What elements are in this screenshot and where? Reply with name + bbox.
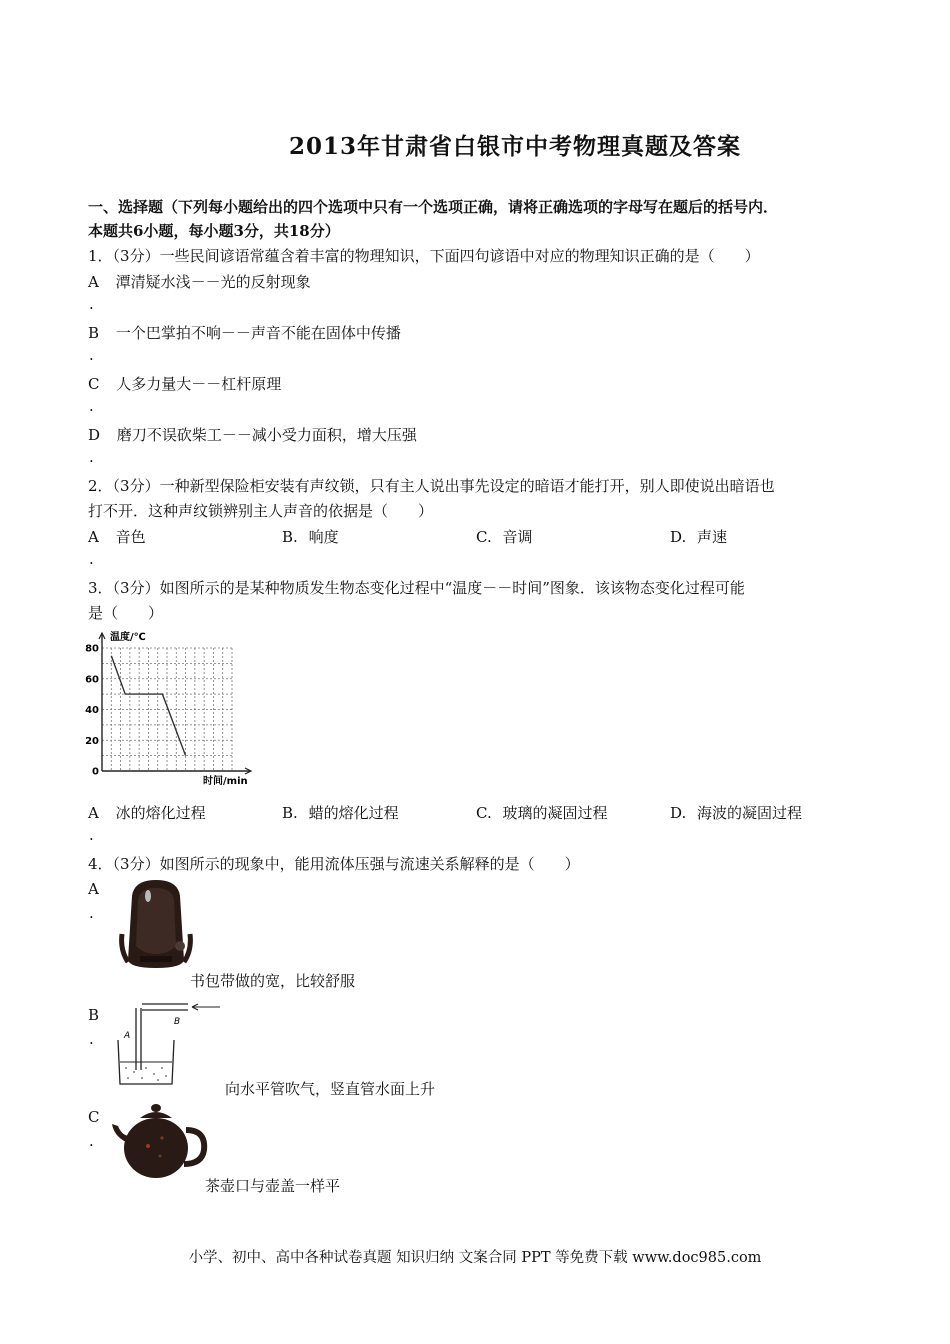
option-text: 音色 <box>115 528 146 546</box>
q4-option-b-caption: 向水平管吹气，竖直管水面上升 <box>225 1080 436 1098</box>
q4-option-b-letter: B <box>88 1006 100 1024</box>
q1-option-a <box>88 271 311 292</box>
q1-option-d <box>88 424 417 445</box>
q2-stem-line2: 打不开．这种声纹锁辨别主人声音的依据是（ ） <box>88 502 434 520</box>
option-text: 响度 <box>308 528 339 546</box>
option-dot: . <box>89 826 94 844</box>
chart-grid <box>102 648 232 771</box>
option-dot: . <box>89 1030 94 1048</box>
q3-option-a <box>88 802 206 823</box>
teapot-icon <box>110 1102 208 1182</box>
q3-option-b <box>282 802 399 823</box>
q2-option-d <box>670 526 727 547</box>
option-text: 音调 <box>502 528 533 546</box>
section-heading-line1: 一、选择题（下列每小题给出的四个选项中只有一个选项正确，请将正确选项的字母写在题后的括号内． <box>88 198 779 216</box>
chart-ticks <box>85 644 99 778</box>
y-tick-label: 20 <box>85 735 99 747</box>
option-text: 蜡的熔化过程 <box>308 804 399 822</box>
q3-option-c <box>476 802 608 823</box>
option-letter: C <box>88 375 100 393</box>
option-text: 磨刀不误砍柴工－－减小受力面积，增大压强 <box>116 426 417 444</box>
chart-axes <box>99 633 251 774</box>
q2-stem-line1: 2．（3分）一种新型保险柜安装有声纹锁，只有主人说出事先设定的暗语才能打开，别人即使说出暗语也 <box>88 477 775 495</box>
option-dot: . <box>89 295 94 313</box>
y-tick-label: 40 <box>85 705 99 716</box>
option-letter: A <box>88 804 99 822</box>
page-title: 2013年甘肃省白银市中考物理真题及答案 <box>288 133 741 160</box>
option-letter: D. <box>670 804 687 822</box>
q4-option-c-caption: 茶壶口与壶盖一样平 <box>205 1177 341 1195</box>
q2-option-b <box>282 526 339 547</box>
option-letter: A <box>88 273 99 291</box>
option-dot: . <box>89 904 94 922</box>
option-dot: . <box>89 550 94 568</box>
q3-option-d <box>670 802 802 823</box>
option-dot: . <box>89 397 94 415</box>
option-letter: B. <box>282 528 298 546</box>
q4-option-c-letter: C <box>88 1108 100 1126</box>
backpack-icon <box>118 876 194 970</box>
option-text: 人多力量大－－杠杆原理 <box>116 375 282 393</box>
q4-option-a-caption: 书包带做的宽，比较舒服 <box>190 972 356 990</box>
option-text: 潭清疑水浅－－光的反射现象 <box>115 273 311 291</box>
label-a: A <box>124 1031 131 1041</box>
option-text: 玻璃的凝固过程 <box>502 804 608 822</box>
option-letter: B <box>88 324 100 342</box>
y-tick-label: 60 <box>85 674 99 686</box>
page-footer: 小学、初中、高中各种试卷真题 知识归纳 文案合同 PPT 等免费下载 www.doc985.com <box>188 1250 762 1266</box>
y-axis-label: 温度/℃ <box>110 632 146 643</box>
option-dot: . <box>89 346 94 364</box>
option-letter: D. <box>670 528 687 546</box>
y-tick-label: 0 <box>92 766 99 778</box>
option-letter: C. <box>476 528 492 546</box>
q3-stem-line2: 是（ ） <box>88 604 164 622</box>
option-dot: . <box>89 448 94 466</box>
option-letter: A <box>88 528 99 546</box>
q2-option-c <box>476 526 533 547</box>
option-text: 海波的凝固过程 <box>697 804 803 822</box>
q4-option-a-letter: A <box>88 880 99 898</box>
option-text: 声速 <box>697 528 728 546</box>
x-axis-label: 时间/min <box>203 776 248 787</box>
beaker-tube-icon <box>112 996 224 1088</box>
temperature-time-chart <box>82 628 262 793</box>
q1-option-c <box>88 373 281 394</box>
label-b: B <box>174 1017 181 1027</box>
y-tick-label: 80 <box>85 643 99 655</box>
q1-option-b <box>88 322 401 343</box>
option-text: 冰的熔化过程 <box>115 804 206 822</box>
q1-stem: 1．（3分）一些民间谚语常蕴含着丰富的物理知识，下面四句谚语中对应的物理知识正确的是（ ） <box>88 247 760 265</box>
option-text: 一个巴掌拍不响－－声音不能在固体中传播 <box>115 324 401 342</box>
q3-stem-line1: 3．（3分）如图所示的是某种物质发生物态变化过程中“温度－－时间”图象．该该物态变化过程可能 <box>88 579 745 597</box>
option-letter: B. <box>282 804 298 822</box>
q2-option-a <box>88 526 146 547</box>
q4-stem: 4．（3分）如图所示的现象中，能用流体压强与流速关系解释的是（ ） <box>88 855 580 873</box>
section-heading-line2: 本题共6小题，每小题3分，共18分） <box>88 222 340 240</box>
option-letter: C. <box>476 804 492 822</box>
option-dot: . <box>89 1132 94 1150</box>
option-letter: D <box>88 426 101 444</box>
